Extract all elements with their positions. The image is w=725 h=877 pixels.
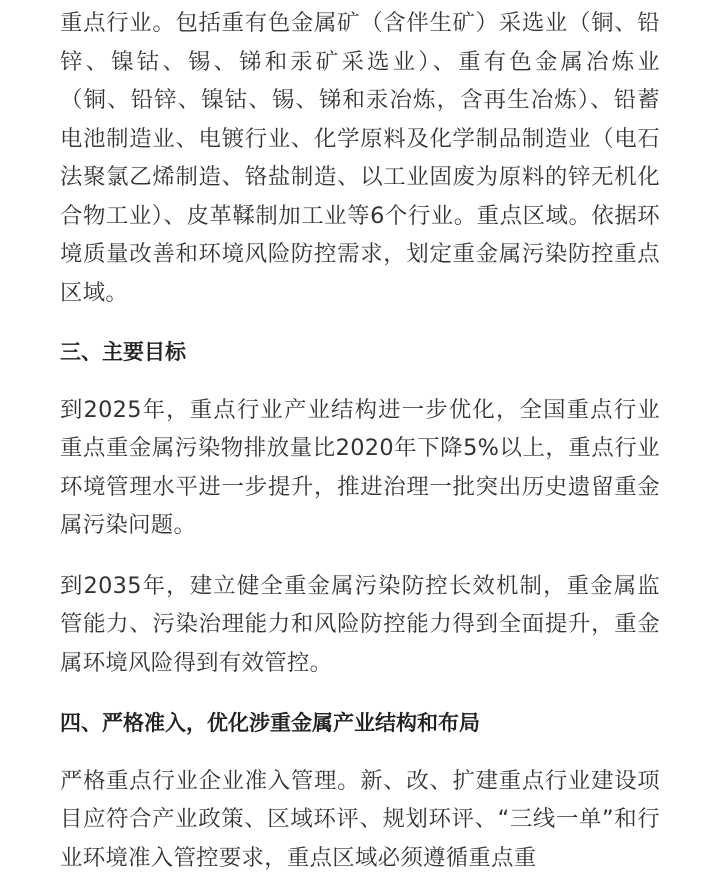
article-body xyxy=(60,4,660,877)
section-heading-strict-access: 四、严格准入，优化涉重金属产业结构和布局 xyxy=(60,704,660,743)
paragraph-strict-access: 严格重点行业企业准入管理。新、改、扩建重点行业建设项目应符合产业政策、区域环评、规划环评、“三线一单”和行业环境准入管控要求，重点区域必须遵循重点重 xyxy=(60,762,660,877)
section-heading-main-goals: 三、主要目标 xyxy=(60,333,660,372)
paragraph-key-industries-and-regions: 重点行业。包括重有色金属矿（含伴生矿）采选业（铜、铅锌、镍钴、锡、锑和汞矿采选业）、重有色金属冶炼业（铜、铅锌、镍钴、锡、锑和汞冶炼，含再生冶炼）、铅蓄电池制造业、电镀行业、化学原料及化学制品制造业（电石法聚氯乙烯制造、铬盐制造、以工业固废为原料的锌无机化合物工业）、皮革鞣制加工业等6个行业。重点区域。依据环境质量改善和环境风险防控需求，划定重金属污染防控重点区域。 xyxy=(60,4,660,312)
paragraph-goal-2035: 到2035年，建立健全重金属污染防控长效机制，重金属监管能力、污染治理能力和风险防控能力得到全面提升，重金属环境风险得到有效管控。 xyxy=(60,567,660,683)
paragraph-goal-2025: 到2025年，重点行业产业结构进一步优化，全国重点行业重点重金属污染物排放量比2020年下降5%以上，重点行业环境管理水平进一步提升，推进治理一批突出历史遗留重金属污染问题。 xyxy=(60,391,660,545)
